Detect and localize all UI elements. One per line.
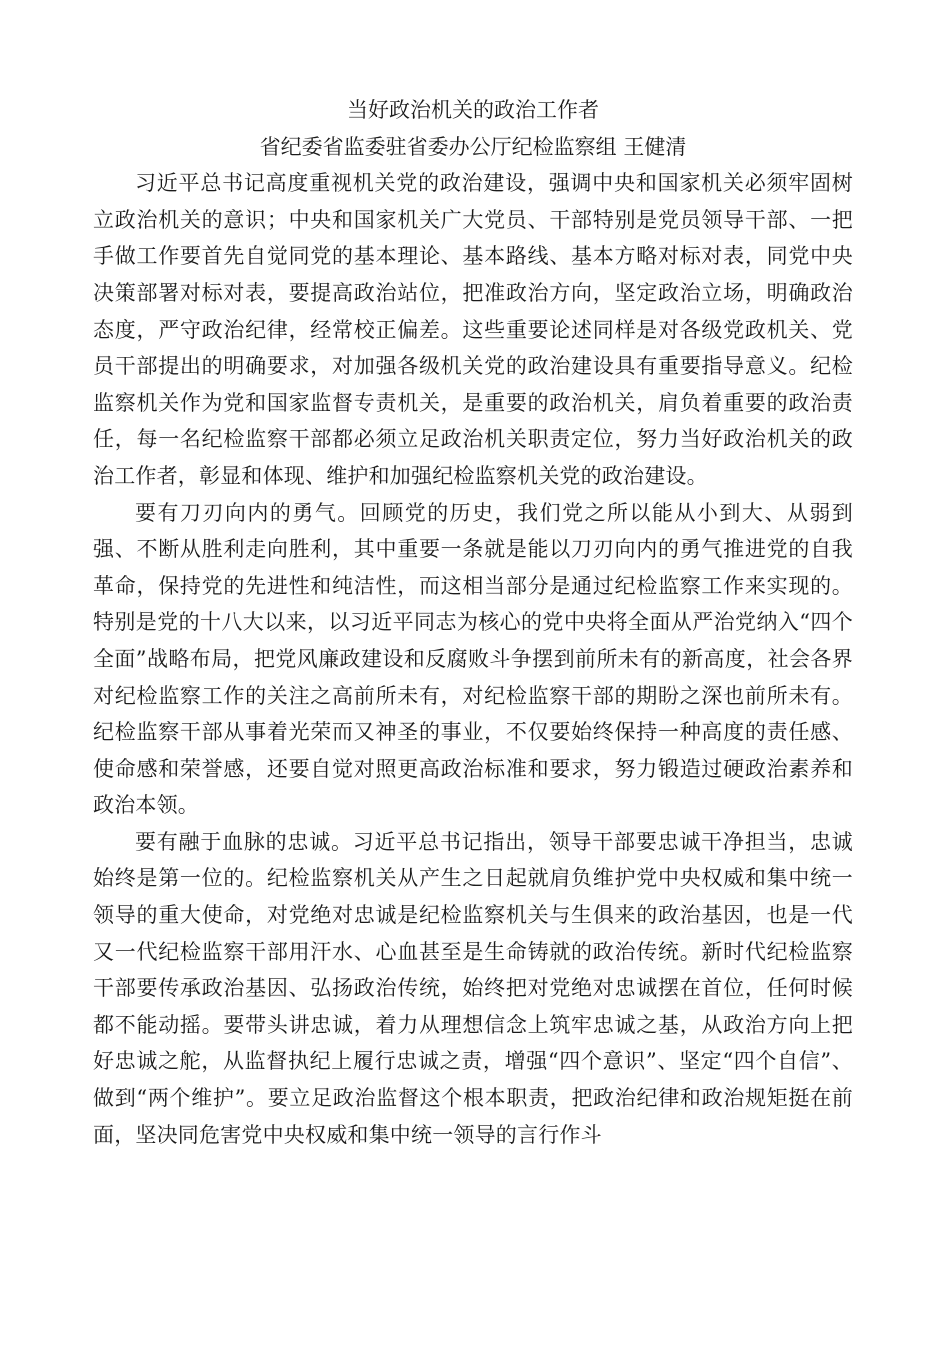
- paragraph-courage: 要有刀刃向内的勇气。回顾党的历史，我们党之所以能从小到大、从弱到强、不断从胜利走向胜利，其中重要一条就是能以刀刃向内的勇气推进党的自我革命，保持党的先进性和纯洁性，而这相当部分是通过纪检监察工作来实现的。特别是党的十八大以来，以习近平同志为核心的党中央将全面从严治党纳入“四个全面”战略布局，把党风廉政建设和反腐败斗争摆到前所未有的新高度，社会各界对纪检监察工作的关注之高前所未有，对纪检监察干部的期盼之深也前所未有。纪检监察干部从事着光荣而又神圣的事业，不仅要始终保持一种高度的责任感、使命感和荣誉感，还要自觉对照更高政治标准和要求，努力锻造过硬政治素养和政治本领。: [93, 500, 853, 818]
- paragraph-intro: 习近平总书记高度重视机关党的政治建设，强调中央和国家机关必须牢固树立政治机关的意识；中央和国家机关广大党员、干部特别是党员领导干部、一把手做工作要首先自觉同党的基本理论、基本路线、基本方略对标对表，同党中央决策部署对标对表，要提高政治站位，把准政治方向，坚定政治立场，明确政治态度，严守政治纪律，经常校正偏差。这些重要论述同样是对各级党政机关、党员干部提出的明确要求，对加强各级机关党的政治建设具有重要指导意义。纪检监察机关作为党和国家监督专责机关，是重要的政治机关，肩负着重要的政治责任，每一名纪检监察干部都必须立足政治机关职责定位，努力当好政治机关的政治工作者，彰显和体现、维护和加强纪检监察机关党的政治建设。: [93, 171, 853, 488]
- document-title: 当好政治机关的政治工作者: [347, 98, 599, 122]
- paragraph-loyalty: 要有融于血脉的忠诚。习近平总书记指出，领导干部要忠诚干净担当，忠诚始终是第一位的。纪检监察机关从产生之日起就肩负维护党中央权威和集中统一领导的重大使命，对党绝对忠诚是纪检监察机关与生俱来的政治基因，也是一代又一代纪检监察干部用汗水、心血甚至是生命铸就的政治传统。新时代纪检监察干部要传承政治基因、弘扬政治传统，始终把对党绝对忠诚摆在首位，任何时候都不能动摇。要带头讲忠诚，着力从理想信念上筑牢忠诚之基，从政治方向上把好忠诚之舵，从监督执纪上履行忠诚之责，增强“四个意识”、坚定“四个自信”、做到“两个维护”。要立足政治监督这个根本职责，把政治纪律和政治规矩挺在前面，坚决同危害党中央权威和集中统一领导的言行作斗: [93, 829, 853, 1147]
- document-body: [93, 92, 853, 1153]
- author-byline: 省纪委省监委驻省委办公厅纪检监察组 王健清: [259, 134, 687, 159]
